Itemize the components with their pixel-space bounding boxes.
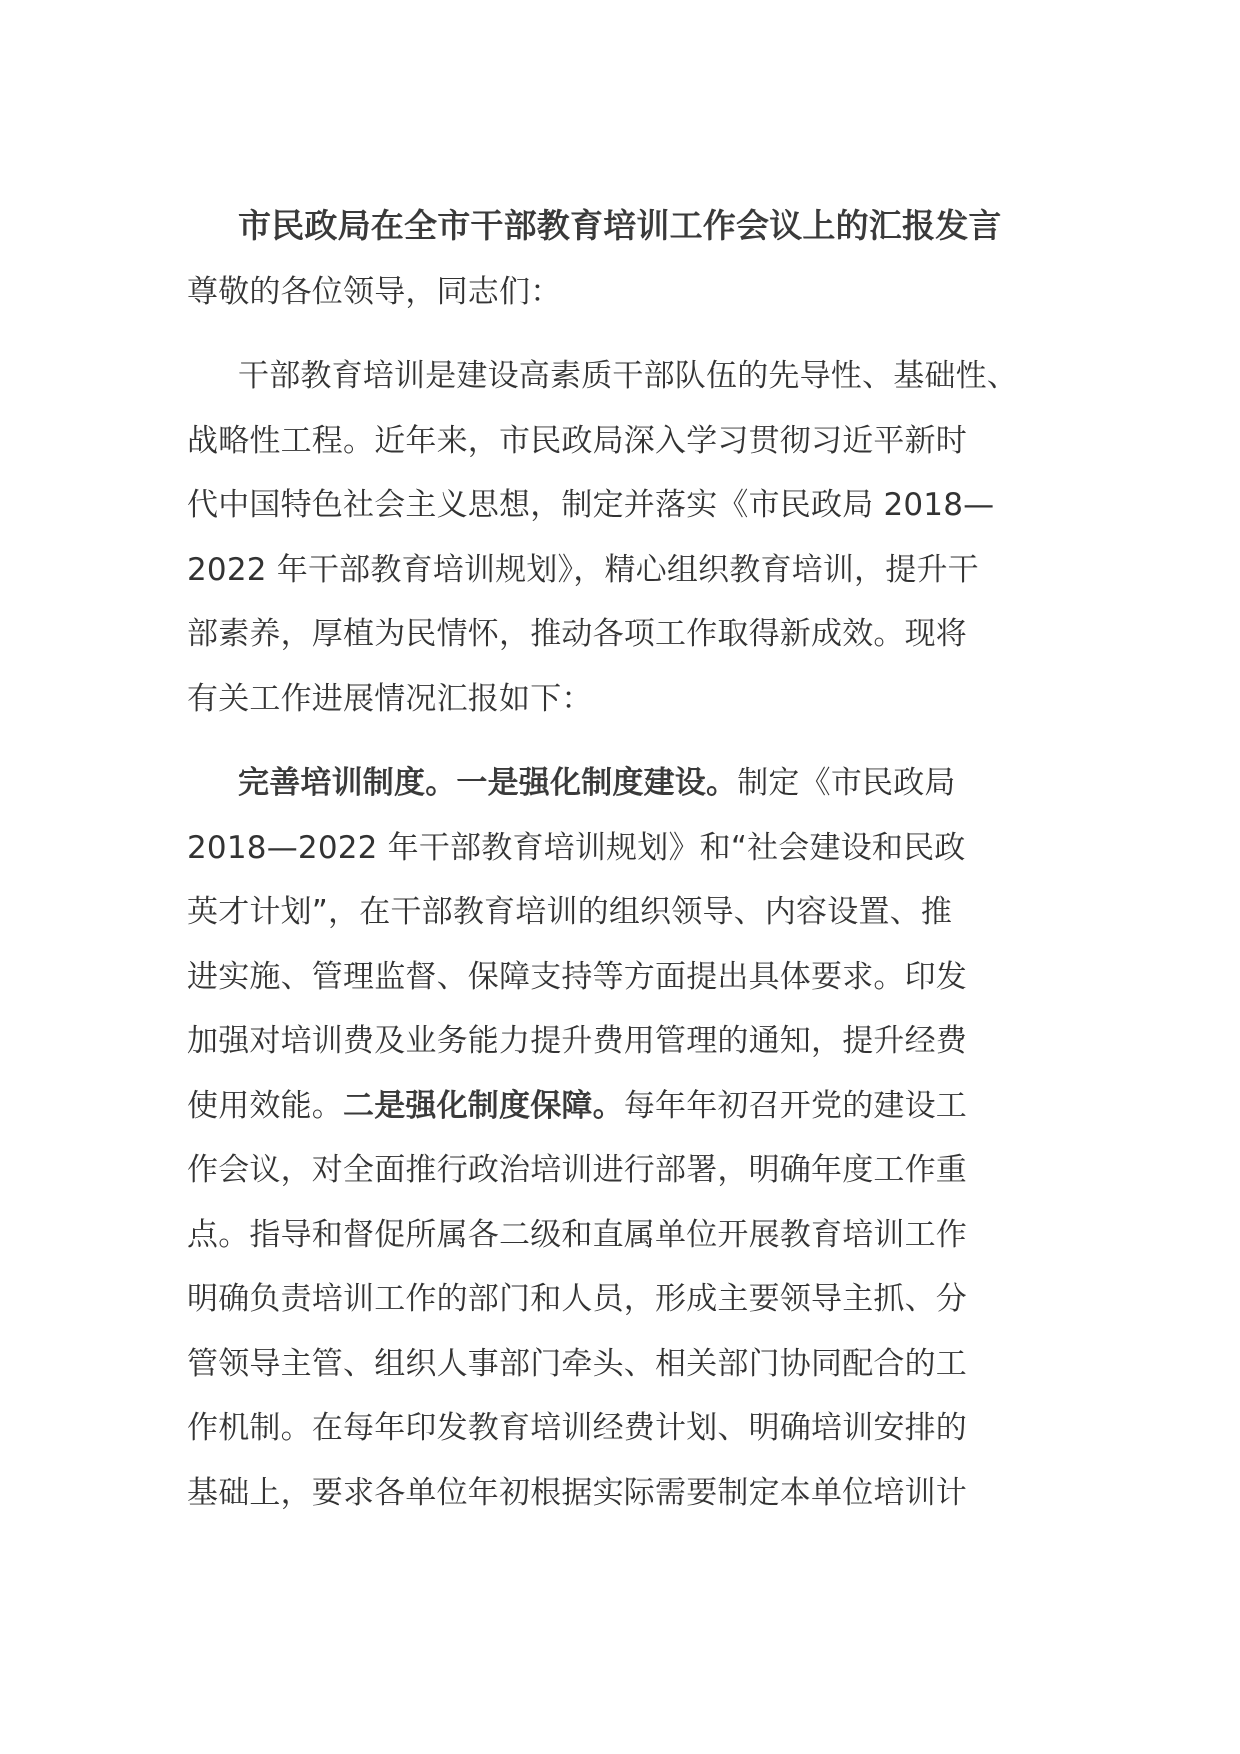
paragraph-line: 管领导主管、组织人事部门牵头、相关部门协同配合的工 [187,1345,967,1382]
paragraph-line: 明确负责培训工作的部门和人员，形成主要领导主抓、分 [187,1281,967,1317]
paragraph-line: 作会议，对全面推行政治培训进行部署，明确年度工作重 [187,1152,967,1188]
page-title: 市民政局在全市干部教育培训工作会议上的汇报发言 [238,206,1002,245]
paragraph-line: 基础上，要求各单位年初根据实际需要制定本单位培训计 [187,1474,967,1511]
point-heading: 一是强化制度建设。 [456,765,738,801]
paragraph-line: 点。指导和督促所属各二级和直属单位开展教育培训工作 [187,1216,967,1253]
paragraph-text: 每年年初召开党的建设工 [623,1087,968,1124]
paragraph-line: 英才计划”，在干部教育培训的组织领导、内容设置、推 [187,894,953,930]
point-heading: 二是强化制度保障。 [343,1087,624,1124]
section-heading: 完善培训制度。 [238,765,457,801]
paragraph-line: 部素养，厚植为民情怀，推动各项工作取得新成效。现将 [187,616,967,652]
paragraph-line [187,1074,1053,1139]
paragraph-line: 代中国特色社会主义思想，制定并落实《市民政局 2018— [187,487,995,523]
paragraph-line: 加强对培训费及业务能力提升费用管理的通知，提升经费 [187,1023,967,1059]
intro-paragraph [187,344,1053,731]
paragraph-line [187,751,1053,816]
paragraph-line: 进实施、管理监督、保障支持等方面提出具体要求。印发 [187,958,967,995]
document-body [187,202,1053,1545]
paragraph-line: 2022 年干部教育培训规划》，精心组织教育培训，提升干 [187,551,979,588]
paragraph-line: 有关工作进展情况汇报如下： [187,680,593,717]
paragraph-line: 干部教育培训是建设高素质干部队伍的先导性、基础性、 [238,358,1018,394]
paragraph-line: 作机制。在每年印发教育培训经费计划、明确培训安排的 [187,1410,967,1446]
paragraph-line: 2018—2022 年干部教育培训规划》和“社会建设和民政 [187,829,966,866]
paragraph-text: 制定《市民政局 [737,765,956,801]
salutation: 尊敬的各位领导，同志们： [187,274,562,310]
paragraph-line: 战略性工程。近年来，市民政局深入学习贯彻习近平新时 [187,422,967,459]
paragraph-text: 使用效能。 [187,1087,343,1124]
training-system-paragraph [187,751,1053,1525]
